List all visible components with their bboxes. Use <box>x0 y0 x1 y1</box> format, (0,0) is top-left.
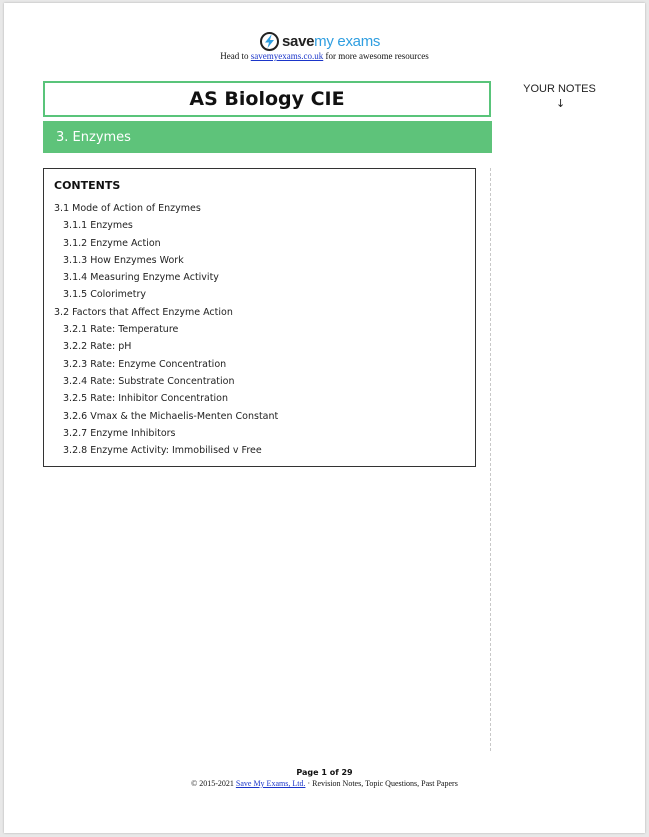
contents-subitem[interactable]: 3.2.7 Enzyme Inhibitors <box>63 427 176 439</box>
document-page <box>4 3 645 833</box>
contents-subitem[interactable]: 3.2.2 Rate: pH <box>63 341 132 353</box>
topic-banner <box>43 121 492 153</box>
contents-box <box>43 168 476 467</box>
contents-subitem[interactable]: 3.1.3 How Enzymes Work <box>63 254 184 266</box>
logo-word-my-exams: my exams <box>314 32 381 50</box>
lightning-bolt-icon <box>260 32 279 51</box>
notes-column-divider <box>490 168 491 751</box>
page-number: Page 1 of 29 <box>296 768 353 777</box>
contents-subitem[interactable]: 3.1.1 Enzymes <box>63 220 133 232</box>
copyright-line <box>4 779 645 788</box>
header-tagline-prefix: Head to <box>220 51 251 61</box>
contents-subitem[interactable]: 3.2.5 Rate: Inhibitor Concentration <box>63 393 229 405</box>
contents-subitem[interactable]: 3.1.4 Measuring Enzyme Activity <box>63 272 219 284</box>
contents-section[interactable]: 3.1 Mode of Action of Enzymes <box>54 203 201 214</box>
copyright-prefix: © 2015-2021 <box>191 779 236 788</box>
header-site-link[interactable]: savemyexams.co.uk <box>250 51 324 61</box>
contents-subitem[interactable]: 3.2.6 Vmax & the Michaelis-Menten Constant <box>63 410 279 422</box>
contents-subitem[interactable]: 3.2.3 Rate: Enzyme Concentration <box>63 358 227 370</box>
contents-subitem[interactable]: 3.2.8 Enzyme Activity: Immobilised v Free <box>63 445 262 457</box>
topic-title: 3. Enzymes <box>56 129 131 145</box>
header-tagline-suffix: for more awesome resources <box>323 51 429 61</box>
contents-subitem[interactable]: 3.1.2 Enzyme Action <box>63 237 161 249</box>
contents-subitem[interactable]: 3.2.1 Rate: Temperature <box>63 324 179 336</box>
logo-word-save: save <box>282 32 315 50</box>
save-my-exams-logo[interactable] <box>260 30 380 52</box>
subject-title-box <box>43 81 491 117</box>
copyright-link[interactable]: Save My Exams, Ltd. <box>235 779 306 788</box>
contents-subitem[interactable]: 3.2.4 Rate: Substrate Concentration <box>63 375 235 387</box>
contents-heading: CONTENTS <box>54 179 121 192</box>
contents-section[interactable]: 3.2 Factors that Affect Enzyme Action <box>54 306 233 318</box>
contents-list <box>54 200 278 459</box>
subject-title: AS Biology CIE <box>189 88 345 110</box>
header-tagline <box>4 51 645 61</box>
copyright-suffix: · Revision Notes, Topic Questions, Past Papers <box>305 779 458 788</box>
arrow-down-icon: ↓ <box>556 97 566 110</box>
your-notes-label: YOUR NOTES <box>523 83 596 95</box>
contents-subitem[interactable]: 3.1.5 Colorimetry <box>63 289 146 301</box>
